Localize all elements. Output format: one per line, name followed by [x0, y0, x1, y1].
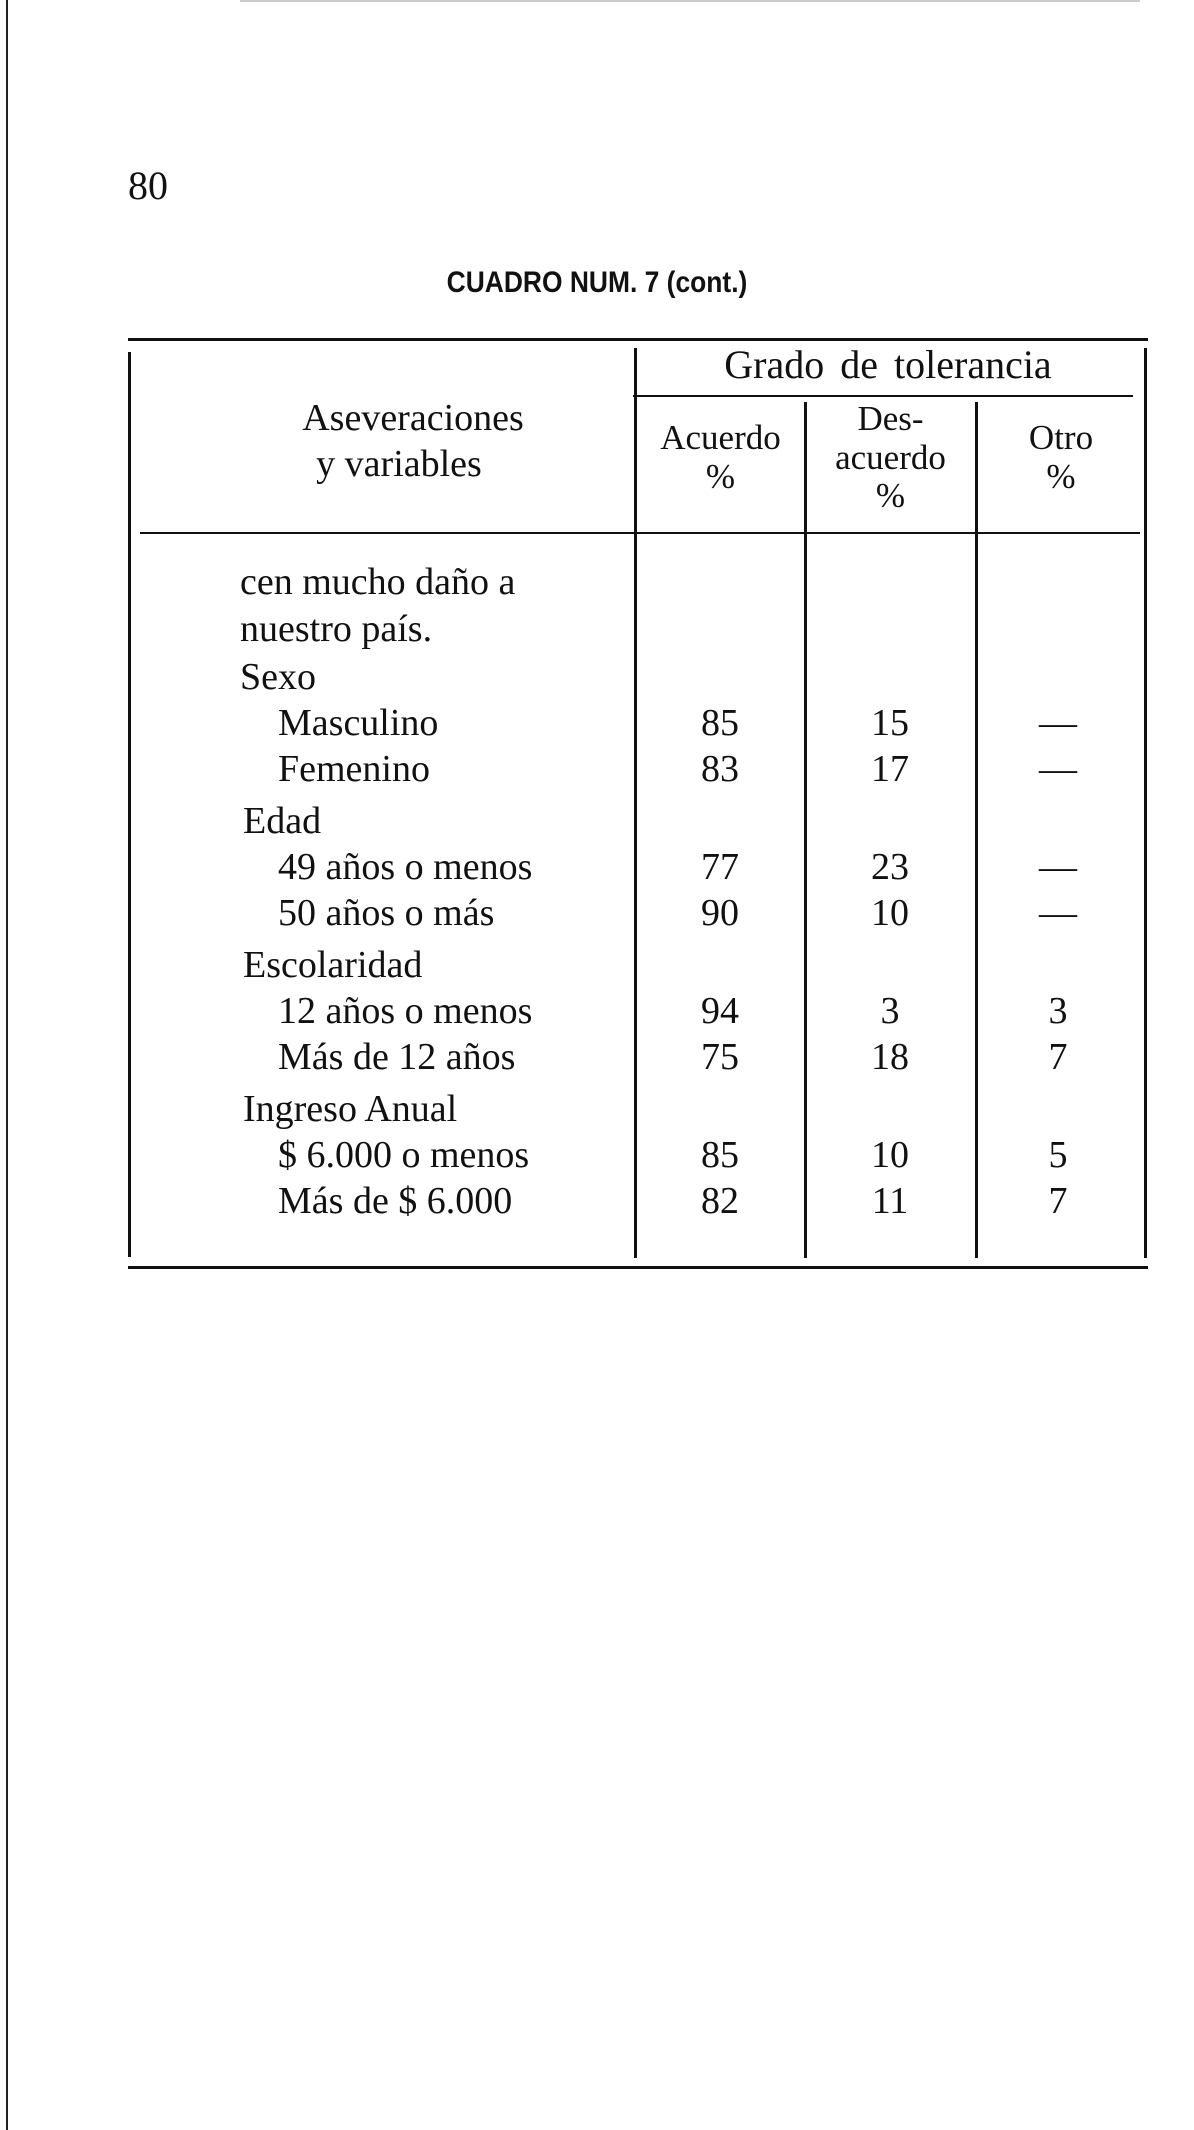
table-bottom-rule [128, 1266, 1148, 1269]
value-acuerdo: 82 [701, 1180, 739, 1222]
group-label-ingreso-anual: Ingreso Anual [243, 1088, 458, 1130]
value-otro: — [1039, 846, 1077, 888]
column-header-acuerdo [639, 418, 802, 496]
value-acuerdo: 85 [701, 1134, 739, 1176]
data-table [128, 338, 1148, 1268]
column-header-line: % [1046, 457, 1076, 497]
column-divider-2 [975, 402, 978, 1258]
stub-header [238, 396, 588, 487]
row-label: 49 años o menos [278, 846, 533, 888]
value-acuerdo: 85 [701, 702, 739, 744]
group-label-sexo: Sexo [240, 656, 316, 698]
row-label: Más de $ 6.000 [278, 1180, 513, 1222]
value-desacuerdo: 23 [871, 846, 909, 888]
column-header-line: acuerdo [835, 437, 946, 477]
column-header-otro [980, 418, 1142, 496]
column-header-line: % [875, 476, 906, 515]
value-desacuerdo: 11 [871, 1180, 909, 1222]
page-top-edge [240, 0, 1140, 2]
value-acuerdo: 90 [701, 892, 739, 934]
column-header-line: Acuerdo [660, 418, 781, 457]
value-desacuerdo: 3 [880, 990, 900, 1032]
row-label: 12 años o menos [278, 990, 533, 1032]
table-right-border [1144, 348, 1147, 1258]
page-number: 80 [128, 163, 168, 208]
column-header-line: Des- [857, 399, 924, 438]
header-bottom-rule [140, 532, 1140, 534]
table-title: CUADRO NUM. 7 (cont.) [446, 266, 748, 299]
statement-line: nuestro país. [240, 608, 433, 650]
value-otro: — [1039, 892, 1077, 934]
group-header-rule [633, 395, 1133, 397]
value-otro: 7 [1048, 1036, 1068, 1078]
value-otro: — [1039, 748, 1077, 790]
value-otro: 5 [1048, 1134, 1068, 1176]
statement-line: cen mucho daño a [240, 561, 516, 603]
row-label: Femenino [278, 748, 430, 790]
value-desacuerdo: 10 [871, 1134, 909, 1176]
value-otro: — [1039, 702, 1077, 744]
row-label: Masculino [278, 702, 439, 744]
page-spine-edge [6, 0, 8, 2130]
value-acuerdo: 94 [701, 990, 739, 1032]
column-divider-1 [804, 402, 807, 1258]
column-header-line: Otro [1028, 418, 1094, 457]
group-label-edad: Edad [243, 800, 322, 842]
value-desacuerdo: 17 [871, 748, 909, 790]
stub-header-line1: Aseveraciones [302, 397, 524, 439]
stub-divider [634, 348, 637, 1258]
value-desacuerdo: 15 [871, 702, 909, 744]
row-label: 50 años o más [278, 892, 495, 934]
value-desacuerdo: 10 [871, 892, 909, 934]
stub-header-line2: y variables [316, 442, 482, 485]
value-acuerdo: 75 [701, 1036, 739, 1078]
group-label-escolaridad: Escolaridad [243, 944, 423, 986]
column-header-line: % [705, 457, 736, 497]
row-label: $ 6.000 o menos [278, 1134, 530, 1176]
value-otro: 7 [1048, 1180, 1068, 1222]
value-acuerdo: 77 [701, 846, 739, 888]
column-header-desacuerdo [808, 400, 973, 516]
value-otro: 3 [1048, 990, 1068, 1032]
value-desacuerdo: 18 [871, 1036, 909, 1078]
table-left-border [128, 352, 131, 1257]
group-header: Grado de tolerancia [724, 342, 1052, 387]
row-label: Más de 12 años [278, 1036, 516, 1078]
value-acuerdo: 83 [701, 748, 739, 790]
